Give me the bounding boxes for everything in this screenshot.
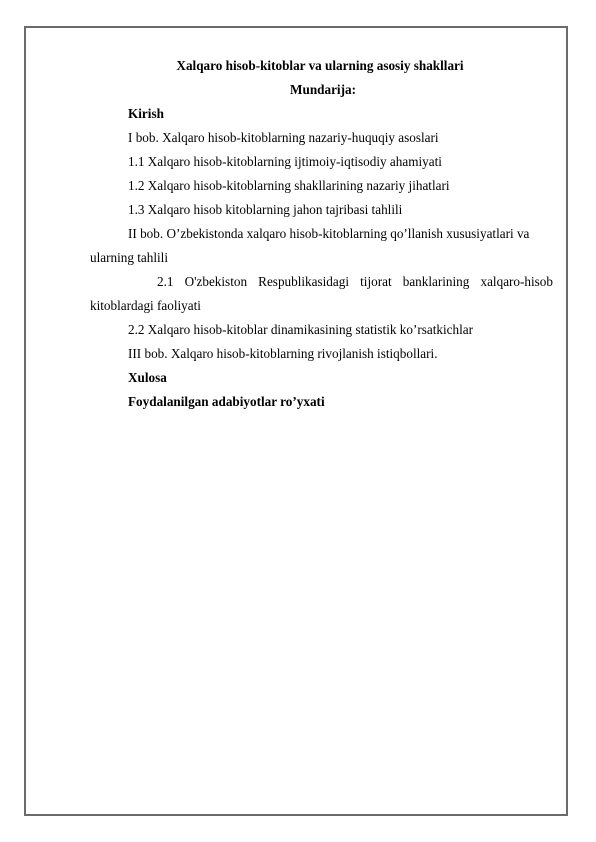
- toc-item-chapter-3: III bob. Xalqaro hisob-kitoblarning rivojlanish istiqbollari.: [128, 346, 438, 361]
- toc-item-chapter-2: II bob. O’zbekistonda xalqaro hisob-kitoblarning qo’llanish xususiyatlari va: [128, 226, 530, 241]
- toc-item-kirish: Kirish: [128, 106, 164, 121]
- toc-item-section-1-1: 1.1 Xalqaro hisob-kitoblarning ijtimoiy-iqtisodiy ahamiyati: [128, 154, 442, 169]
- toc-item-section-1-3: 1.3 Xalqaro hisob kitoblarning jahon tajribasi tahlili: [128, 202, 403, 217]
- toc-item-chapter-1: I bob. Xalqaro hisob-kitoblarning nazariy-huquqiy asoslari: [128, 130, 439, 145]
- toc-item-section-2-1-cont: kitoblardagi faoliyati: [90, 298, 201, 313]
- toc-item-section-2-1: 2.1 O'zbekiston Respublikasidagi tijorat banklarining xalqaro-hisob: [157, 274, 553, 289]
- toc-item-chapter-2-cont: ularning tahlili: [90, 250, 169, 265]
- toc-item-section-2-2: 2.2 Xalqaro hisob-kitoblar dinamikasining statistik ko’rsatkichlar: [128, 322, 474, 337]
- toc-item-section-1-2: 1.2 Xalqaro hisob-kitoblarning shakllarining nazariy jihatlari: [128, 178, 450, 193]
- toc-item-references: Foydalanilgan adabiyotlar ro’yxati: [128, 394, 325, 409]
- document-title: Xalqaro hisob-kitoblar va ularning asosiy shakllari: [176, 58, 464, 73]
- toc-item-xulosa: Xulosa: [128, 370, 167, 385]
- toc-heading: Mundarija:: [290, 82, 356, 97]
